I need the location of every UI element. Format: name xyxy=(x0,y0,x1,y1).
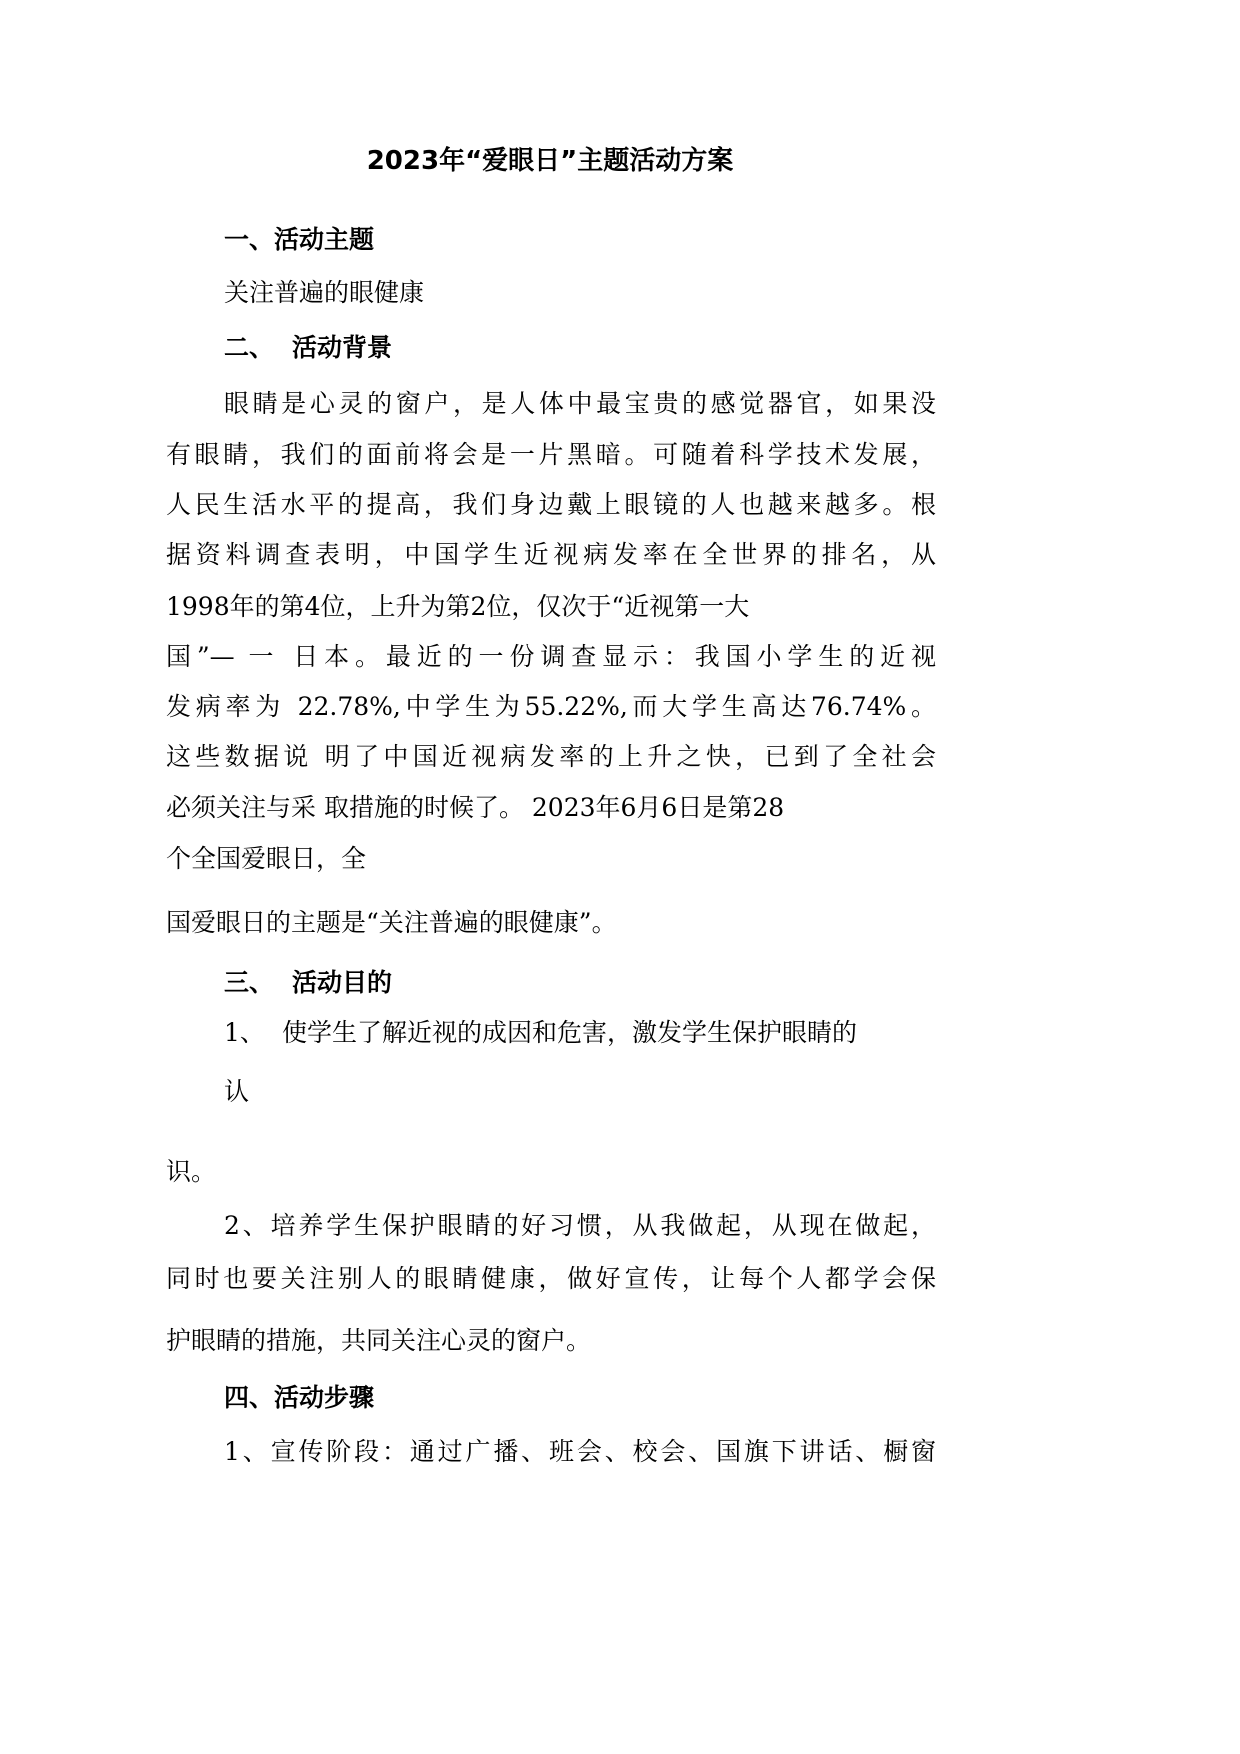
section-heading-purpose xyxy=(224,963,392,1003)
section-heading-background xyxy=(224,328,392,368)
background-line: 发病率为 22.78%,中学生为55.22%,而大学生高达76.74%。 xyxy=(166,692,936,721)
background-line: 必须关注与采 取措施的时候了。 2023年6月6日是第28 xyxy=(166,793,785,822)
purpose-item-2-line: 同时也要关注别人的眼睛健康，做好宣传，让每个人都学会保 xyxy=(166,1264,936,1293)
background-line: 有眼睛，我们的面前将会是一片黑暗。可随着科学技术发展， xyxy=(166,440,936,469)
section-heading-steps: 四、活动步骤 xyxy=(224,1383,375,1412)
background-line: 个全国爱眼日，全 xyxy=(166,844,367,873)
steps-item-1-line: 1、宣传阶段：通过广播、班会、校会、国旗下讲话、橱窗 xyxy=(224,1437,936,1466)
item-number: 1、 xyxy=(224,1018,265,1047)
purpose-item-1-continued: 认 xyxy=(224,1077,250,1106)
background-line: 这些数据说 明了中国近视病发率的上升之快，已到了全社会 xyxy=(166,742,936,771)
background-line: 人民生活水平的提高，我们身边戴上眼镜的人也越来越多。根 xyxy=(166,490,936,519)
background-line: 国”— 一 日本。最近的一份调查显示：我国小学生的近视 xyxy=(166,642,936,671)
background-line: 眼睛是心灵的窗户，是人体中最宝贵的感觉器官，如果没 xyxy=(224,389,936,418)
purpose-item-2-line: 护眼睛的措施，共同关注心灵的窗户。 xyxy=(166,1326,592,1355)
document-title: 2023年“爱眼日”主题活动方案 xyxy=(366,146,734,176)
background-line: 据资料调查表明，中国学生近视病发率在全世界的排名，从 xyxy=(166,540,936,569)
purpose-item-1 xyxy=(224,1013,857,1053)
purpose-item-1-continued: 识。 xyxy=(166,1157,217,1186)
item-text: 使学生了解近视的成因和危害，激发学生保护眼睛的 xyxy=(282,1018,858,1047)
section-title: 活动目的 xyxy=(292,968,393,997)
section-title: 活动背景 xyxy=(292,333,393,362)
section-number: 三、 xyxy=(224,968,275,997)
background-line: 1998年的第4位，上升为第2位，仅次于“近视第一大 xyxy=(166,592,750,621)
section-heading-theme: 一、活动主题 xyxy=(224,225,375,254)
theme-text: 关注普遍的眼健康 xyxy=(224,278,425,307)
purpose-item-2-line: 2、培养学生保护眼睛的好习惯，从我做起，从现在做起， xyxy=(224,1211,936,1240)
background-line: 国爱眼日的主题是“关注普遍的眼健康”。 xyxy=(166,908,617,937)
section-number: 二、 xyxy=(224,333,275,362)
